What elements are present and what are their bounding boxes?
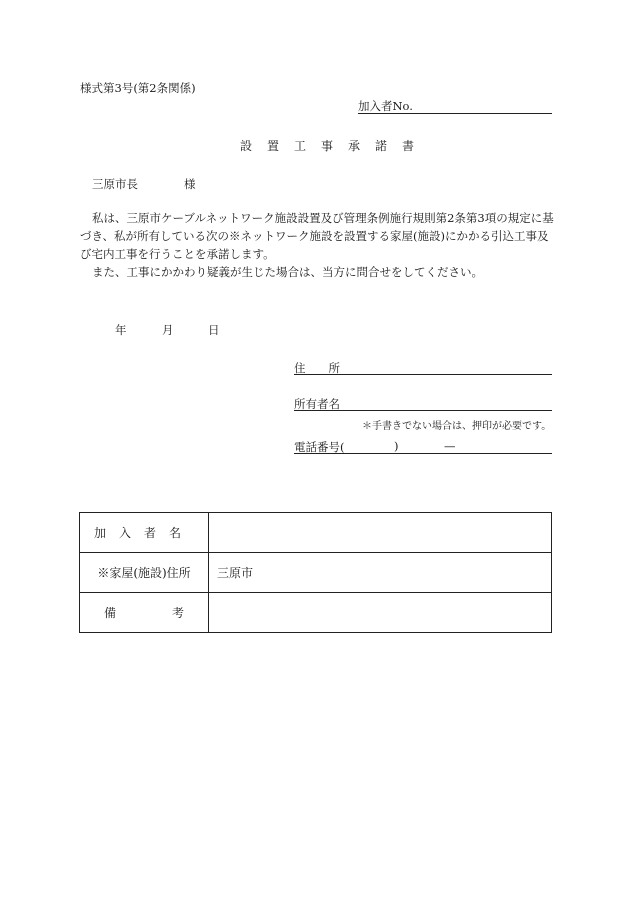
body-paragraph-2: また、工事にかかわり疑義が生じた場合は、当方に問合せをしてください。 — [92, 265, 483, 279]
subscriber-table — [79, 512, 552, 633]
document-title: 設置工事承諾書 — [240, 139, 430, 153]
phone-close-paren: ) — [394, 439, 399, 453]
body-text — [80, 209, 555, 281]
phone-dash: — — [444, 439, 456, 453]
honorific: 様 — [184, 177, 196, 191]
seal-note: ＊手書きでない場合は、押印が必要です。 — [362, 421, 552, 432]
subscriber-name-label: 加入者名 — [80, 513, 209, 553]
phone-label: 電話番号( — [294, 440, 345, 454]
remarks-label — [80, 593, 209, 633]
date-month: 月 — [162, 323, 174, 337]
remarks-value[interactable] — [209, 593, 552, 633]
body-paragraph-1: 私は、三原市ケーブルネットワーク施設設置及び管理条例施行規則第2条第3項の規定に基づき、私が所有している次の※ネットワーク施設を設置する家屋(施設)にかかる引込工事及び宅内工事を行うことを承諾します。 — [80, 211, 554, 261]
remarks-label-left: 備 — [104, 606, 117, 620]
address-label: 住 所 — [294, 361, 340, 375]
table-row — [80, 513, 552, 553]
owner-name-label: 所有者名 — [294, 397, 340, 411]
date-year: 年 — [115, 323, 127, 337]
phone-field[interactable] — [294, 439, 552, 454]
remarks-label-right: 考 — [171, 606, 184, 620]
recipient: 三原市長 — [92, 177, 138, 191]
subscriber-name-value[interactable] — [209, 513, 552, 553]
address-field[interactable] — [294, 360, 552, 375]
subscriber-no-field[interactable] — [358, 98, 552, 114]
table-row — [80, 553, 552, 593]
property-address-label: ※家屋(施設)住所 — [80, 553, 209, 593]
table-row — [80, 593, 552, 633]
subscriber-no-label: 加入者No. — [358, 99, 413, 113]
property-address-value[interactable]: 三原市 — [209, 553, 552, 593]
date-day: 日 — [208, 323, 220, 337]
owner-name-field[interactable] — [294, 396, 552, 411]
form-number: 様式第3号(第2条関係) — [80, 81, 196, 95]
